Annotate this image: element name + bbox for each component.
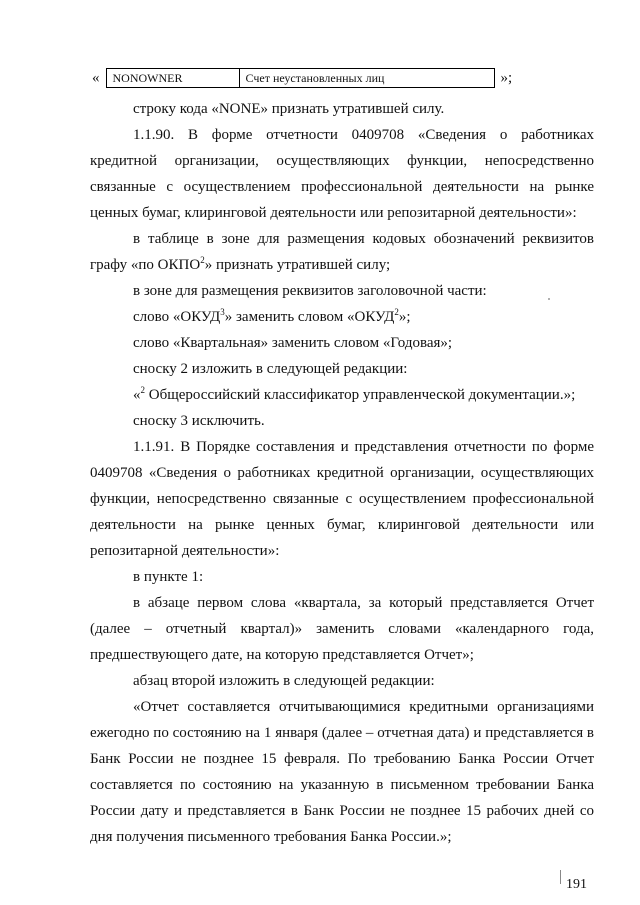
paragraph-text: абзац второй изложить в следующей редакции: [133,673,435,689]
paragraph-text: в пункте 1: [133,569,204,585]
code-table [106,68,495,88]
paragraph-text: « [133,387,141,403]
close-quote: »; [500,70,513,86]
scan-mark [560,870,565,884]
code-table-row [92,68,552,88]
open-quote: « [92,70,100,86]
footnote-ref: 2 [200,255,205,265]
paragraph-second-abzac [90,668,594,694]
paragraph-footnote-2 [90,356,594,382]
paragraph-none-code [90,96,594,122]
paragraph-text: » признать утратившей силу; [204,257,391,273]
paragraph-okpo [90,226,594,278]
footnote-ref: 2 [140,385,145,395]
paragraph-report-text: «Отчет составляется отчитывающимися кредитными организациями ежегодно по состоянию на 1 января (далее – отчетная дата) и представляется в Банк России не позднее 15 февраля. По требованию Банка России Отчет составляется по состоянию на указанную в письменном требовании Банка России дату и представляется в Банк России не позднее 15 рабочих дней со дня получения письменного требования Банка России.»; [90,699,594,845]
paragraph-1-1-90: 1.1.90. В форме отчетности 0409708 «Сведения о работниках кредитной организации, осуществляющих функции, непосредственно связанные с осуществлением профессиональной деятельности на рынке ценных бумаг, клиринговой деятельности или репозитарной деятельности»: [90,127,594,221]
paragraph-text: строку кода «NONE» признать утратившей силу. [133,101,445,117]
footnote-ref: 2 [394,307,399,317]
paragraph-text: сноску 3 исключить. [133,413,265,429]
paragraph-text: »; [398,309,411,325]
footnote-ref: 3 [220,307,225,317]
scan-dot [548,298,550,300]
paragraph-footnote-3 [90,408,594,434]
paragraph-quarterly [90,330,594,356]
paragraph-text: слово «Квартальная» заменить словом «Годовая»; [133,335,453,351]
page-number: 191 [566,877,587,892]
paragraph-okud-classifier [90,382,594,408]
paragraph-text: в зоне для размещения реквизитов заголовочной части: [133,283,487,299]
paragraph-text: Общероссийский классификатор управленческой документации.»; [145,387,576,403]
paragraph-first-abzac: в абзаце первом слова «квартала, за который представляется Отчет (далее – отчетный квартал)» заменить словами «календарного года, предшествующего дате, на которую представляется Отчет»; [90,595,594,663]
paragraph-text: » заменить словом «ОКУД [224,309,395,325]
code-cell: NONOWNER [107,69,240,87]
paragraph-header-zone [90,278,594,304]
paragraph-text: сноску 2 изложить в следующей редакции: [133,361,408,377]
paragraph-text: в таблице в зоне для размещения кодовых обозначений реквизитов графу «по ОКПО [90,231,594,273]
paragraph-okud [90,304,594,330]
paragraph-text: слово «ОКУД [133,309,221,325]
paragraph-point-1 [90,564,594,590]
paragraph-1-1-91: 1.1.91. В Порядке составления и представления отчетности по форме 0409708 «Сведения о работниках кредитной организации, осуществляющих функции, непосредственно связанные с осуществлением профессиональной деятельности на рынке ценных бумаг, клиринговой деятельности или репозитарной деятельности»: [90,439,594,559]
name-cell: Счет неустановленных лиц [245,71,385,85]
